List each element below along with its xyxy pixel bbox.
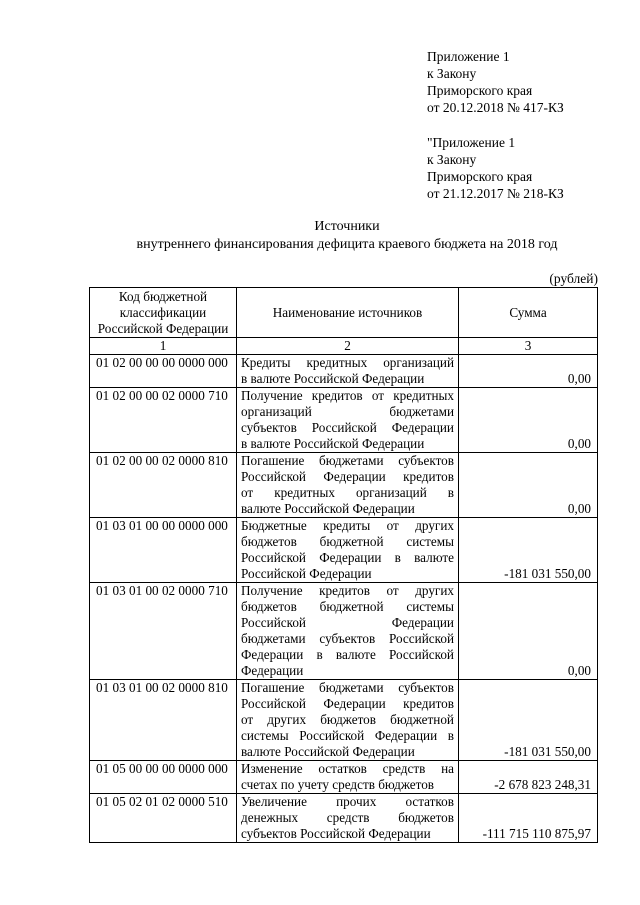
column-number: 1 — [90, 338, 237, 355]
amount: 0,00 — [459, 583, 598, 680]
source-name-line: Российской Федерации — [241, 566, 372, 581]
source-name-line: субъектов Российской Федерации — [241, 826, 431, 841]
source-name — [237, 761, 459, 794]
attachment-previous-law — [427, 134, 564, 202]
attachment-current-law — [427, 48, 564, 116]
source-name — [237, 583, 459, 680]
source-name-line: субъектов Российской Федерации — [241, 420, 454, 435]
source-name-line: Получение кредитов от кредитных — [241, 388, 454, 403]
classification-code: 01 03 01 00 02 0000 810 — [90, 680, 237, 761]
amount: -111 715 110 875,97 — [459, 794, 598, 843]
source-name-line: Федерации в валюте Российской — [241, 647, 454, 662]
document-title — [60, 218, 634, 254]
source-name-line: валюте Российской Федерации — [241, 501, 415, 516]
source-name — [237, 518, 459, 583]
table-row — [90, 518, 598, 583]
source-name-line: Погашение бюджетами субъектов — [241, 680, 454, 695]
source-name — [237, 794, 459, 843]
classification-code: 01 02 00 00 02 0000 810 — [90, 453, 237, 518]
financing-sources-table — [89, 287, 598, 843]
attachment-line: Приморского края — [427, 83, 533, 98]
table-row — [90, 453, 598, 518]
attachment-line: Приложение 1 — [427, 49, 510, 64]
classification-code: 01 05 02 01 02 0000 510 — [90, 794, 237, 843]
amount: -2 678 823 248,31 — [459, 761, 598, 794]
source-name-line: Изменение остатков средств на — [241, 761, 454, 776]
table-row — [90, 355, 598, 388]
source-name-line: бюджетов бюджетной системы — [241, 534, 454, 549]
source-name-line: Российской Федерации кредитов — [241, 696, 454, 711]
title-line-1: Источники — [314, 219, 380, 234]
source-name-line: Кредиты кредитных организаций — [241, 355, 454, 370]
classification-code: 01 03 01 00 00 0000 000 — [90, 518, 237, 583]
amount: 0,00 — [459, 388, 598, 453]
source-name-line: организаций бюджетами — [241, 404, 454, 419]
source-name-line: Российской Федерации — [241, 615, 454, 630]
source-name-line: Погашение бюджетами субъектов — [241, 453, 454, 468]
column-number: 2 — [237, 338, 459, 355]
source-name-line: валюте Российской Федерации — [241, 744, 415, 759]
header-name: Наименование источников — [237, 288, 459, 338]
source-name-line: Российской Федерации в валюте — [241, 550, 454, 565]
table-row — [90, 761, 598, 794]
source-name-line: Федерации — [241, 663, 304, 678]
table-row — [90, 583, 598, 680]
table-body — [90, 355, 598, 843]
source-name — [237, 680, 459, 761]
amount: -181 031 550,00 — [459, 680, 598, 761]
title-line-2: внутреннего финансирования дефицита краевого бюджета на 2018 год — [136, 237, 558, 252]
header-code: Код бюджетной классификации Российской Федерации — [90, 288, 237, 338]
source-name-line: счетах по учету средств бюджетов — [241, 777, 435, 792]
header-sum: Сумма — [459, 288, 598, 338]
source-name-line: Российской Федерации кредитов — [241, 469, 454, 484]
source-name-line: Бюджетные кредиты от других — [241, 518, 454, 533]
amount: 0,00 — [459, 453, 598, 518]
source-name-line: системы Российской Федерации в — [241, 728, 454, 743]
source-name-line: Получение кредитов от других — [241, 583, 454, 598]
table-row — [90, 680, 598, 761]
table-row — [90, 388, 598, 453]
source-name — [237, 388, 459, 453]
source-name-line: от кредитных организаций в — [241, 485, 454, 500]
table-header-row — [90, 288, 598, 338]
amount: -181 031 550,00 — [459, 518, 598, 583]
attachment-line: Приморского края — [427, 169, 533, 184]
units-label: (рублей) — [549, 271, 598, 286]
attachment-line: к Закону — [427, 152, 477, 167]
classification-code: 01 03 01 00 02 0000 710 — [90, 583, 237, 680]
attachment-line: от 20.12.2018 № 417-КЗ — [427, 100, 564, 115]
source-name-line: в валюте Российской Федерации — [241, 436, 425, 451]
attachment-line: от 21.12.2017 № 218-КЗ — [427, 186, 564, 201]
source-name — [237, 453, 459, 518]
table-row — [90, 794, 598, 843]
classification-code: 01 05 00 00 00 0000 000 — [90, 761, 237, 794]
source-name — [237, 355, 459, 388]
amount: 0,00 — [459, 355, 598, 388]
source-name-line: в валюте Российской Федерации — [241, 371, 425, 386]
source-name-line: денежных средств бюджетов — [241, 810, 454, 825]
classification-code: 01 02 00 00 00 0000 000 — [90, 355, 237, 388]
source-name-line: Увеличение прочих остатков — [241, 794, 454, 809]
attachment-line: к Закону — [427, 66, 477, 81]
source-name-line: бюджетами субъектов Российской — [241, 631, 454, 646]
attachment-line: "Приложение 1 — [427, 135, 516, 150]
classification-code: 01 02 00 00 02 0000 710 — [90, 388, 237, 453]
source-name-line: от других бюджетов бюджетной — [241, 712, 454, 727]
source-name-line: бюджетов бюджетной системы — [241, 599, 454, 614]
column-number-row — [90, 338, 598, 355]
column-number: 3 — [459, 338, 598, 355]
